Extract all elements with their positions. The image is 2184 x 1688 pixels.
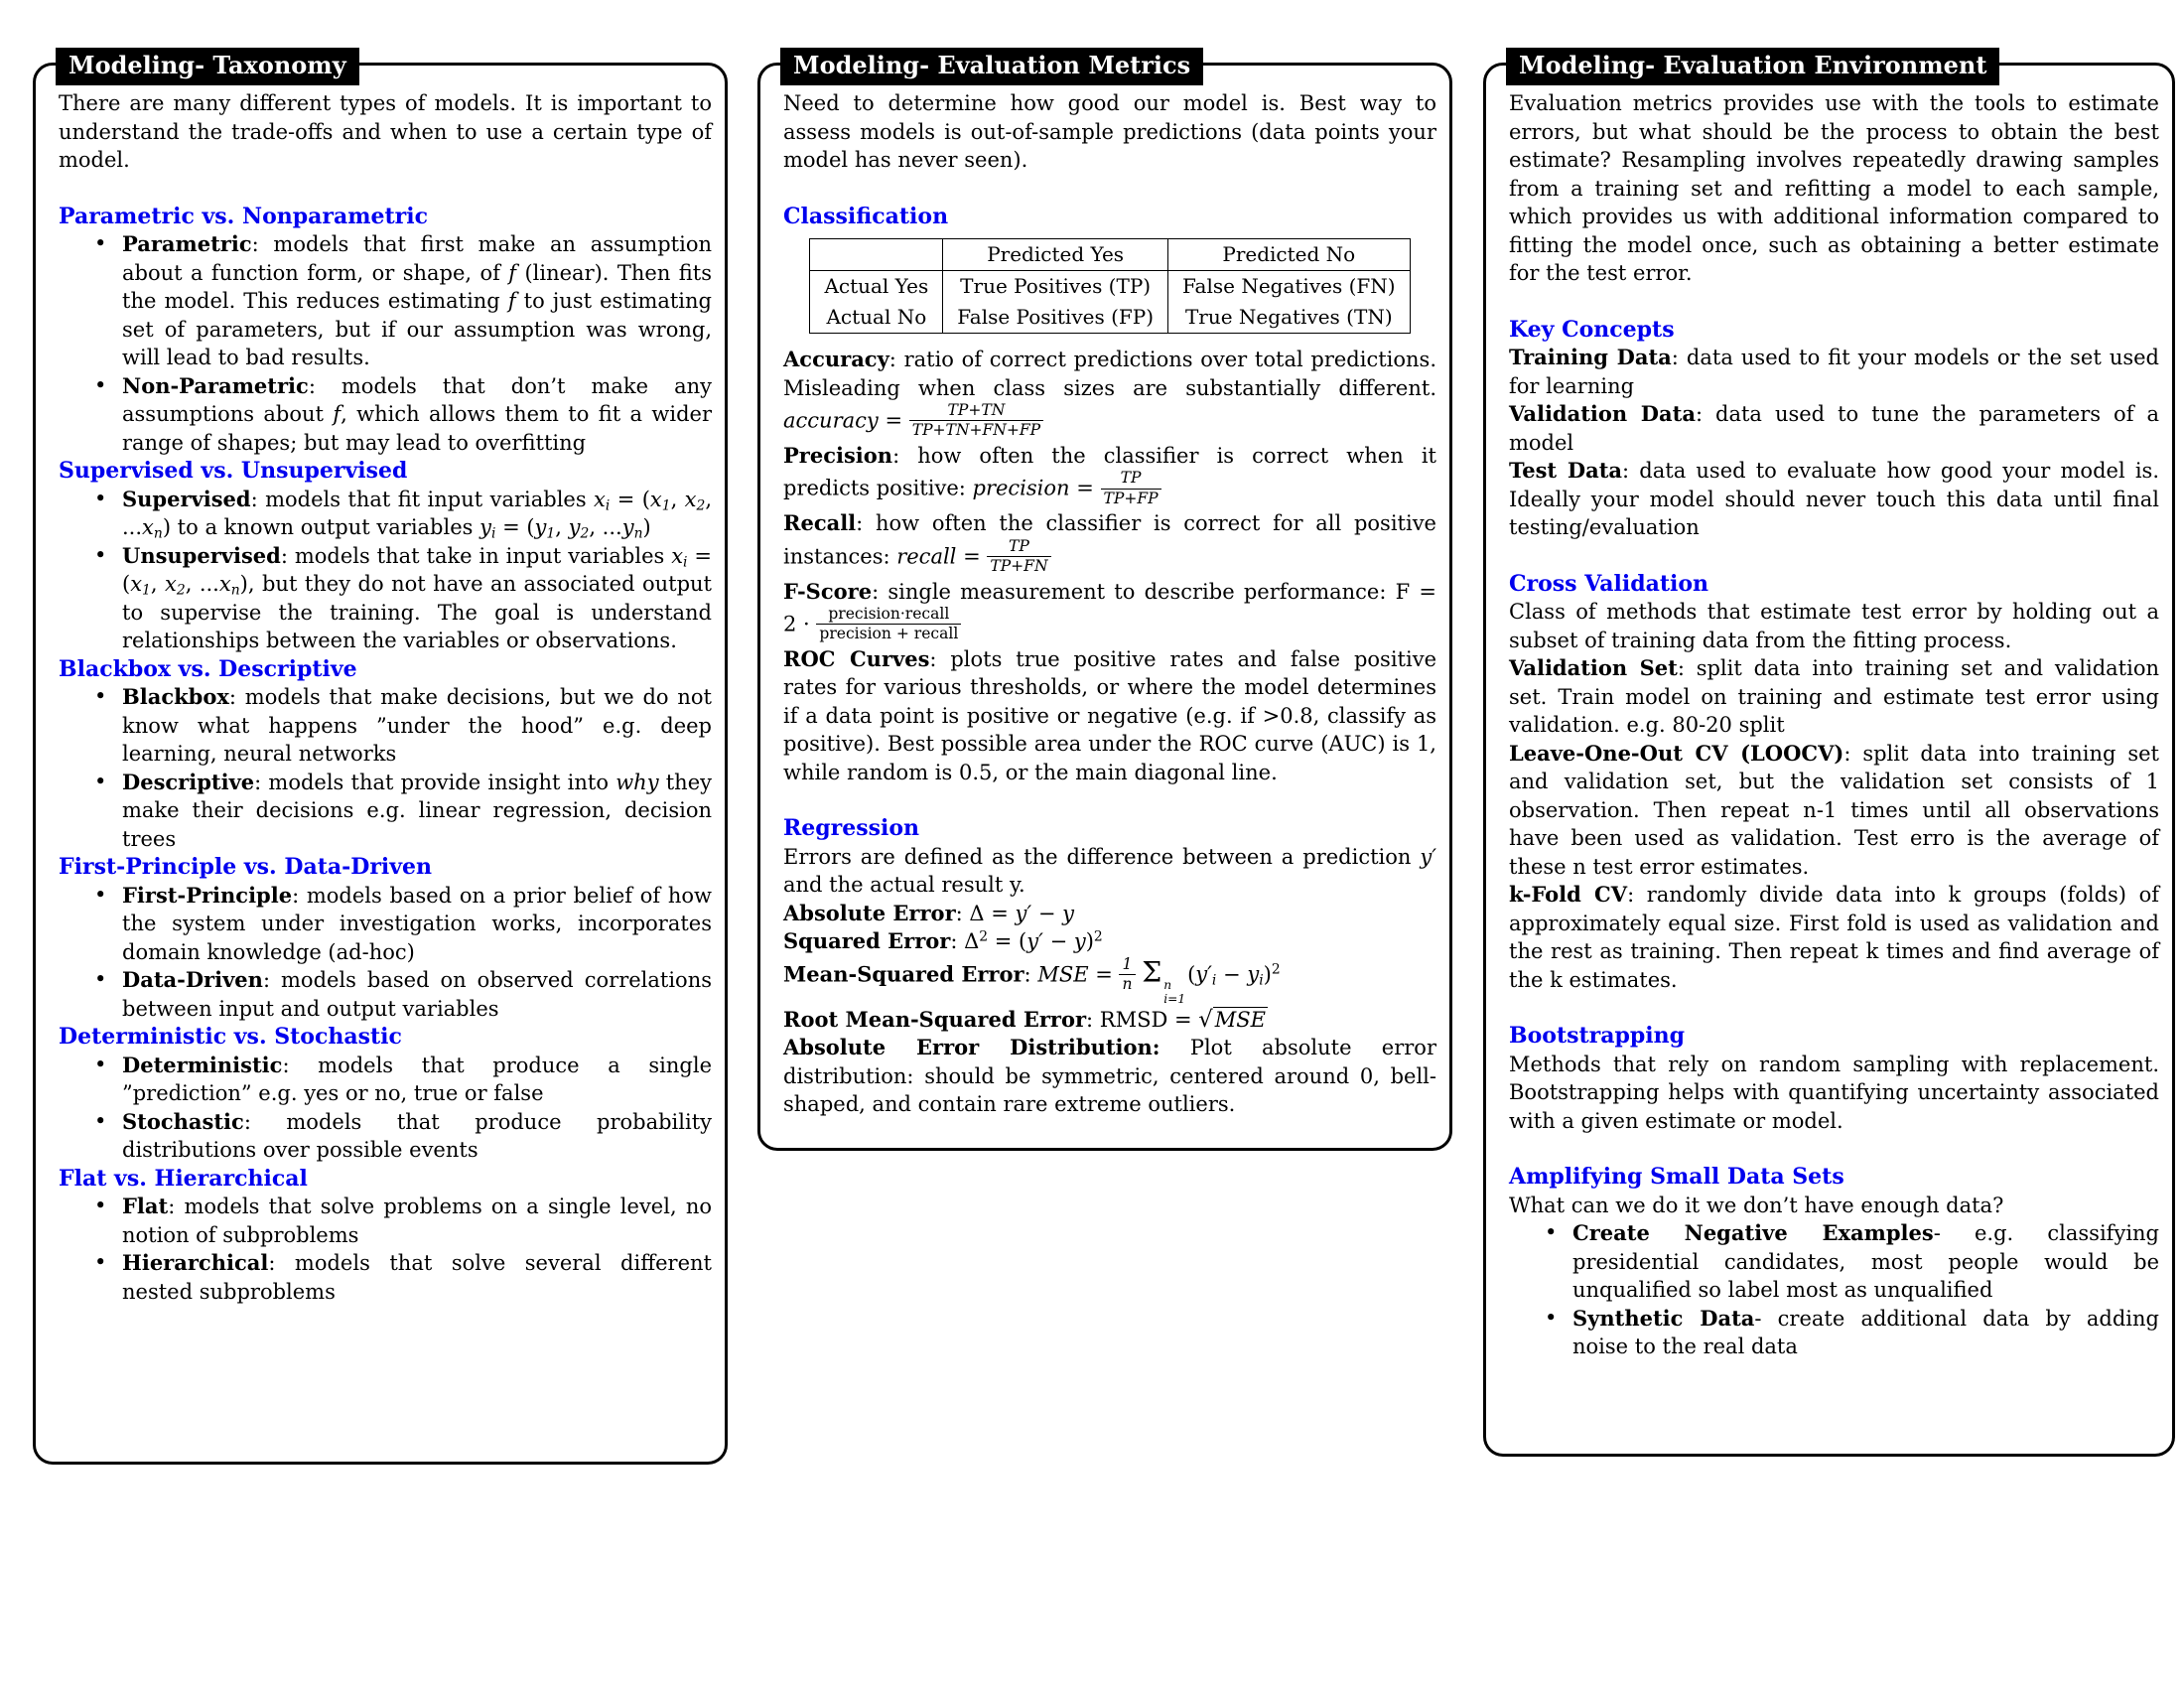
paragraph: k-Fold CV: randomly divide data into k groups (folds) of approximately equal size. First fold is used as validation and the rest as training. Then repeat k times and find average of the k estimates. <box>1509 882 2159 992</box>
paragraph: Accuracy: ratio of correct predictions over total predictions. Misleading when class sizes are substantially different. accuracy = $\frac{TP+TN}{TP+TN+FN+FP}$ <box>783 347 1436 440</box>
math-fraction: $\frac{TP+TN}{TP+TN+FN+FP}$ <box>909 401 1043 441</box>
bullet-icon: • <box>94 882 107 907</box>
paragraph: Precision: how often the classifier is correct when it predicts positive: precision = $\frac{TP}{TP+FP}$ <box>783 442 1436 507</box>
bullet-icon: • <box>1545 1220 1558 1244</box>
panel-content <box>760 66 1449 1119</box>
panel-content <box>1486 66 2172 1361</box>
paragraph: Validation Set: split data into training set and validation set. Train model on training and estimate test error using validation. e.g. 80-20 split <box>1509 655 2160 737</box>
list-item: • Deterministic: models that produce a single ”prediction” e.g. yes or no, true or false <box>94 1052 712 1105</box>
bullet-icon: • <box>94 231 107 255</box>
list-item: • Parametric: models that first make an assumption about a function form, or shape, of f (linear). Then fits the model. This reduces estimating f to just estimating set of parameters, but if our assumption was wrong, will lead to bad results. <box>94 231 712 369</box>
paragraph: There are many different types of models. It is important to understand the trade-offs and when to use a certain type of model. <box>59 91 712 172</box>
bullet-icon: • <box>1545 1305 1558 1330</box>
paragraph: Squared Error: $\Delta^2 = (y' - y)^2$ <box>783 928 1103 954</box>
paragraph: Absolute Error: Δ = y′ − y <box>783 900 1074 925</box>
bullet-icon: • <box>94 1108 107 1133</box>
paragraph: Methods that rely on random sampling with replacement. Bootstrapping helps with quantifying uncertainty associated with a given estimate or model. <box>1509 1052 2159 1133</box>
math-fraction: $\frac{TP}{TP+FN}$ <box>987 537 1050 577</box>
bullet-icon: • <box>94 372 107 397</box>
paragraph: Need to determine how good our model is. Best way to assess models is out-of-sample predictions (data points your model has never seen). <box>783 91 1436 172</box>
list-item: • Supervised: models that fit input variables $x_i = (x_1$, $x_2$, $...x_n$) to a known output variables $y_i = (y_1$, $y_2$, $...y_n$) <box>94 486 712 542</box>
paragraph: What can we do it we don’t have enough data? <box>1509 1193 2004 1217</box>
table-cell: True Negatives (TN) <box>1168 302 1411 334</box>
bullet-icon: • <box>94 486 107 510</box>
math-fraction: $\frac{1}{n}$ <box>1119 955 1135 995</box>
math-fraction: $\frac{TP}{TP+FP}$ <box>1101 469 1161 508</box>
paragraph: F-Score: single measurement to describe performance: F = 2 · $\frac{\text{precision·recall}}{\text{precision + recall}}$ <box>783 578 1436 643</box>
table-cell: False Positives (FP) <box>943 302 1168 334</box>
section-heading: Flat vs. Hierarchical <box>59 1165 308 1192</box>
panel-modeling-evaluation-metrics <box>757 51 1452 1151</box>
panel-title-modeling-taxonomy: Modeling- Taxonomy <box>56 48 359 85</box>
table-row <box>810 271 1410 303</box>
section-heading: Supervised vs. Unsupervised <box>59 458 408 484</box>
list-item: • Flat: models that solve problems on a single level, no notion of subproblems <box>94 1194 712 1247</box>
paragraph: Test Data: data used to evaluate how good your model is. Ideally your model should never touch this data until final testing/evaluation <box>1509 458 2159 539</box>
bullet-icon: • <box>94 1250 107 1274</box>
section-heading: Deterministic vs. Stochastic <box>59 1024 402 1050</box>
panel-title-modeling-evaluation-environment: Modeling- Evaluation Environment <box>1506 48 1999 85</box>
bullet-icon: • <box>94 1052 107 1076</box>
confusion-matrix-table <box>809 238 1410 334</box>
table-cell: True Positives (TP) <box>943 271 1168 303</box>
table-cell: Actual Yes <box>810 271 943 303</box>
section-heading: Bootstrapping <box>1509 1023 1685 1049</box>
paragraph: Absolute Error Distribution: Plot absolute error distribution: should be symmetric, centered around 0, bell-shaped, and contain rare extreme outliers. <box>783 1035 1436 1117</box>
section-heading: First-Principle vs. Data-Driven <box>59 854 433 880</box>
section-heading: Amplifying Small Data Sets <box>1509 1164 1844 1190</box>
table-cell: False Negatives (FN) <box>1168 271 1411 303</box>
paragraph: Recall: how often the classifier is correct for all positive instances: recall = $\frac{TP}{TP+FN}$ <box>783 510 1436 576</box>
section-heading: Classification <box>783 203 949 229</box>
list-item: • Descriptive: models that provide insight into why they make their decisions e.g. linear regression, decision trees <box>94 769 712 851</box>
list-item: • Non-Parametric: models that don’t make any assumptions about f, which allows them to fit a wider range of shapes; but may lead to overfitting <box>94 372 712 455</box>
section-heading: Parametric vs. Nonparametric <box>59 203 429 229</box>
sigma-symbol: Σ <box>1142 955 1162 989</box>
paragraph: Validation Data: data used to tune the parameters of a model <box>1509 401 2159 455</box>
math-fraction: $\frac{\text{precision·recall}}{\text{precision + recall}}$ <box>816 605 961 644</box>
panel-content <box>36 66 725 1306</box>
table-header-cell: Predicted No <box>1168 239 1411 271</box>
paragraph: Errors are defined as the difference between a prediction y′ and the actual result y. <box>783 844 1436 898</box>
math-sqrt: √MSE <box>1198 1006 1266 1033</box>
math-sum-limits: n i=1 <box>1163 977 1186 1006</box>
list-item: • Stochastic: models that produce probability distributions over possible events <box>94 1108 712 1162</box>
panel-modeling-taxonomy <box>33 51 728 1465</box>
panel-modeling-evaluation-environment <box>1483 51 2175 1457</box>
table-header-cell: Predicted Yes <box>943 239 1168 271</box>
bullet-icon: • <box>94 542 107 567</box>
paragraph: Evaluation metrics provides use with the tools to estimate errors, but what should be the process to obtain the best estimate? Resampling involves repeatedly drawing samples from a training set and refitting a model to each sample, which provides us with additional information compared to fitting the model once, such as obtaining a better estimate for the test error. <box>1509 91 2159 285</box>
list-item: • Blackbox: models that make decisions, but we do not know what happens ”under the hood” e.g. deep learning, neural networks <box>94 684 712 766</box>
paragraph: Mean-Squared Error: MSE = $\frac{1}{n}$ Σ n i=1 $(y'_i - y_i)^2$ <box>783 954 1281 1006</box>
table-cell: Actual No <box>810 302 943 334</box>
section-heading: Key Concepts <box>1509 316 1675 343</box>
paragraph: Training Data: data used to fit your models or the set used for learning <box>1509 345 2159 398</box>
list-item: • Hierarchical: models that solve several different nested subproblems <box>94 1250 712 1304</box>
list-item: • Data-Driven: models based on observed correlations between input and output variables <box>94 967 712 1021</box>
list-item: • First-Principle: models based on a prior belief of how the system under investigation works, incorporates domain knowledge (ad-hoc) <box>94 882 712 964</box>
section-heading: Cross Validation <box>1509 570 1709 597</box>
bullet-icon: • <box>94 769 107 793</box>
paragraph: ROC Curves: plots true positive rates and false positive rates for various thresholds, or where the model determines if a data point is positive or negative (e.g. if >0.8, classify as positive). Best possible area under the ROC curve (AUC) is 1, while random is 0.5, or the main diagonal line. <box>783 645 1436 784</box>
paragraph: Class of methods that estimate test error by holding out a subset of training data from the fitting process. <box>1509 600 2159 652</box>
bullet-icon: • <box>94 684 107 708</box>
paragraph: Root Mean-Squared Error: RMSD = √MSE <box>783 1006 1266 1033</box>
bullet-icon: • <box>94 1194 107 1217</box>
list-item: • Synthetic Data- create additional data by adding noise to the real data <box>1545 1305 2159 1358</box>
section-heading: Blackbox vs. Descriptive <box>59 655 357 682</box>
list-item: • Unsupervised: models that take in input variables $x_i = (x_1$, $x_2$, $...x_n$), but they do not have an associated output to supervise the training. The goal is understand relationships between the variables or observations. <box>94 542 712 652</box>
table-header-cell <box>810 239 943 271</box>
bullet-icon: • <box>94 967 107 991</box>
list-item: • Create Negative Examples- e.g. classifying presidential candidates, most people would be unqualified so label most as unqualified <box>1545 1220 2159 1302</box>
panel-title-modeling-evaluation-metrics: Modeling- Evaluation Metrics <box>780 48 1203 85</box>
paragraph: Leave-One-Out CV (LOOCV): split data into training set and validation set, but the validation set consists of 1 observation. Then repeat n-1 times until all observations have been used as validation. Test erro is the average of these n test error estimates. <box>1509 740 2159 879</box>
table-row <box>810 302 1410 334</box>
section-heading: Regression <box>783 815 920 842</box>
